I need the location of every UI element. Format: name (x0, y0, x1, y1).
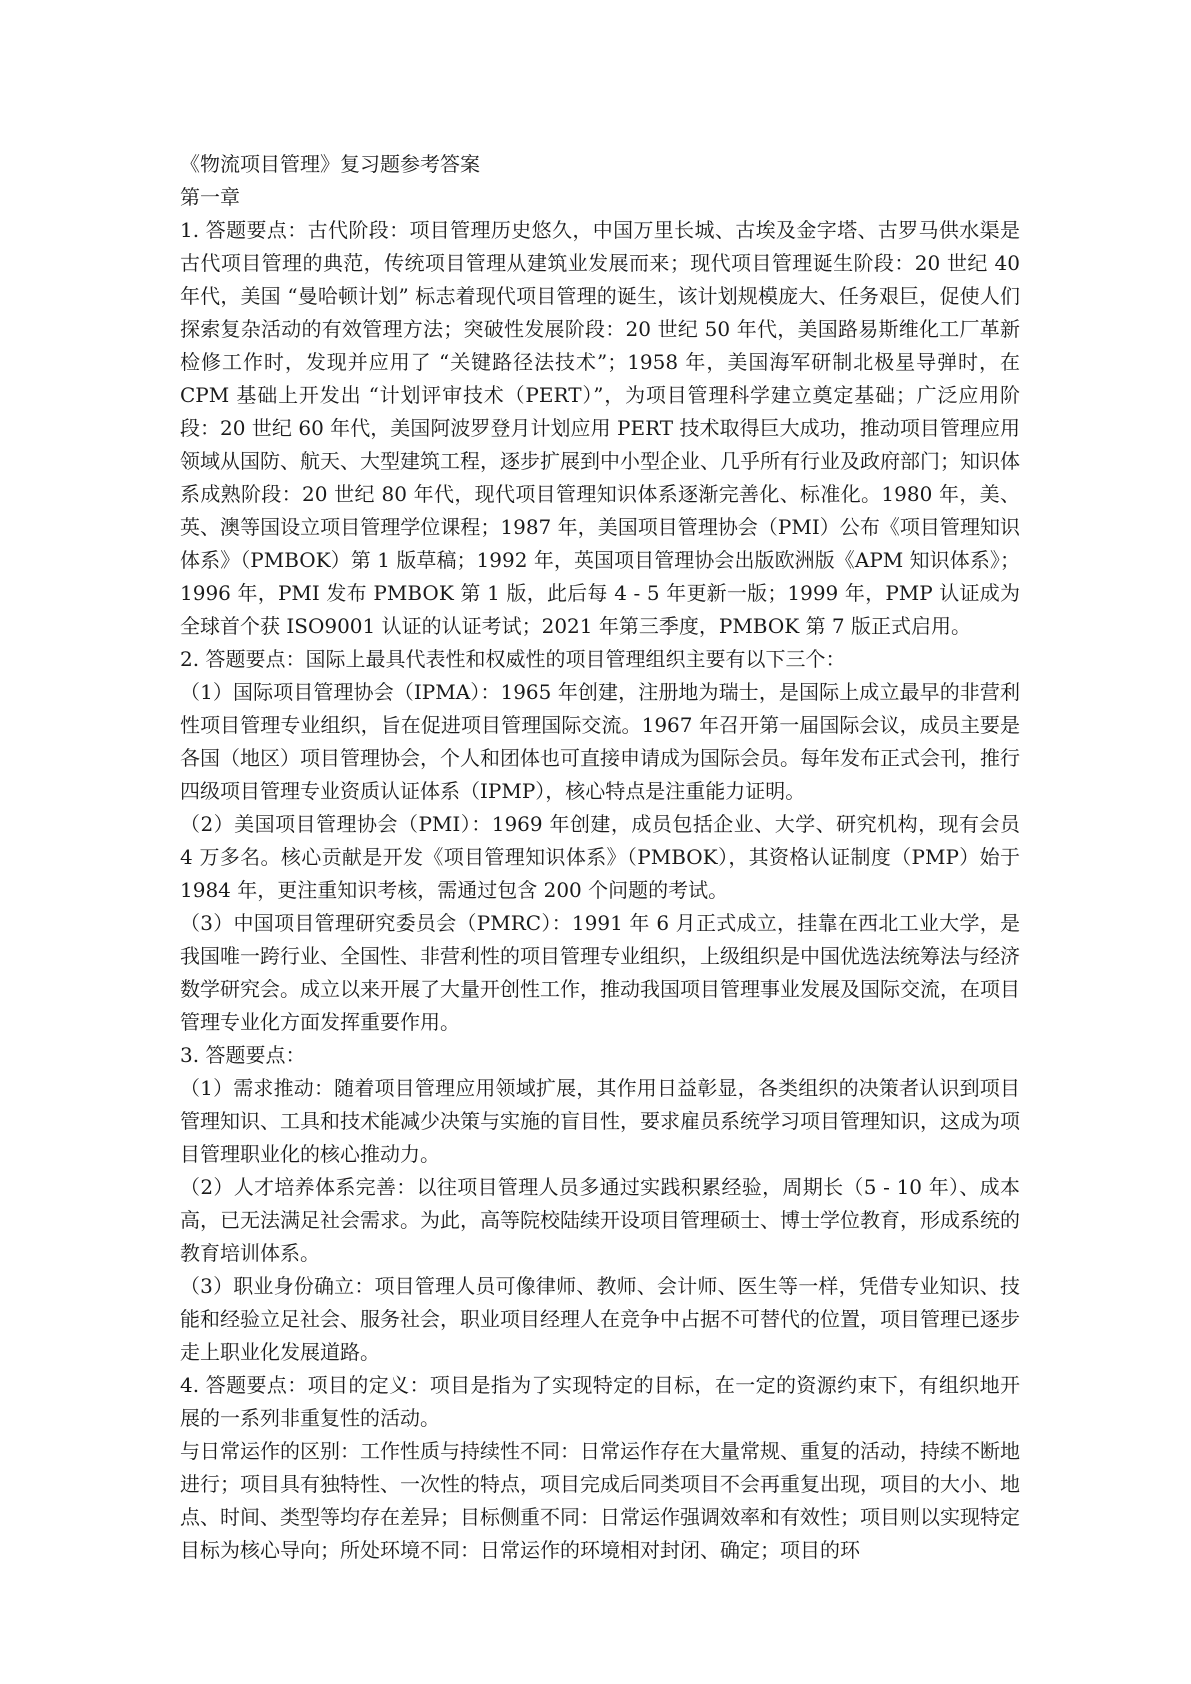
document-title: 《物流项目管理》复习题参考答案 (180, 152, 480, 176)
paragraph-answer-3-item-2: （2）人才培养体系完善：以往项目管理人员多通过实践积累经验，周期长（5 - 10 年）、成本高，已无法满足社会需求。为此，高等院校陆续开设项目管理硕士、博士学位教育，形成系统的教育培训体系。 (180, 1175, 1020, 1265)
paragraph-answer-2: 2. 答题要点：国际上最具代表性和权威性的项目管理组织主要有以下三个： (180, 647, 846, 671)
paragraph-answer-3-item-3: （3）职业身份确立：项目管理人员可像律师、教师、会计师、医生等一样，凭借专业知识、技能和经验立足社会、服务社会，职业项目经理人在竞争中占据不可替代的位置，项目管理已逐步走上职业化发展道路。 (180, 1274, 1020, 1364)
paragraph-answer-1: 1. 答题要点：古代阶段：项目管理历史悠久，中国万里长城、古埃及金字塔、古罗马供水渠是古代项目管理的典范，传统项目管理从建筑业发展而来；现代项目管理诞生阶段：20 世纪 40 年代，美国 “曼哈顿计划” 标志着现代项目管理的诞生，该计划规模庞大、任务艰巨，促使人们探索复杂活动的有效管理方法；突破性发展阶段：20 世纪 50 年代，美国路易斯维化工厂革新检修工作时，发现并应用了 “关键路径法技术”；1958 年，美国海军研制北极星导弹时，在 CPM 基础上开发出 “计划评审技术（PERT）”，为项目管理科学建立奠定基础；广泛应用阶段：20 世纪 60 年代，美国阿波罗登月计划应用 PERT 技术取得巨大成功，推动项目管理应用领域从国防、航天、大型建筑工程，逐步扩展到中小型企业、几乎所有行业及政府部门；知识体系成熟阶段：20 世纪 80 年代，现代项目管理知识体系逐渐完善化、标准化。1980 年，美、英、澳等国设立项目管理学位课程；1987 年，美国项目管理协会（PMI）公布《项目管理知识体系》（PMBOK）第 1 版草稿；1992 年，英国项目管理协会出版欧洲版《APM 知识体系》；1996 年，PMI 发布 PMBOK 第 1 版，此后每 4 - 5 年更新一版；1999 年，PMP 认证成为全球首个获 ISO9001 认证的认证考试；2021 年第三季度，PMBOK 第 7 版正式启用。 (180, 218, 1020, 638)
paragraph-answer-4-difference: 与日常运作的区别：工作性质与持续性不同：日常运作存在大量常规、重复的活动，持续不断地进行；项目具有独特性、一次性的特点，项目完成后同类项目不会再重复出现，项目的大小、地点、时间、类型等均存在差异；目标侧重不同：日常运作强调效率和有效性；项目则以实现特定目标为核心导向；所处环境不同：日常运作的环境相对封闭、确定；项目的环 (180, 1439, 1020, 1562)
paragraph-answer-3-item-1: （1）需求推动：随着项目管理应用领域扩展，其作用日益彰显，各类组织的决策者认识到项目管理知识、工具和技术能减少决策与实施的盲目性，要求雇员系统学习项目管理知识，这成为项目管理职业化的核心推动力。 (180, 1076, 1020, 1166)
paragraph-answer-3: 3. 答题要点： (180, 1043, 306, 1067)
document-body (180, 148, 1020, 1567)
chapter-heading: 第一章 (180, 185, 240, 209)
paragraph-answer-2-item-1: （1）国际项目管理协会（IPMA）：1965 年创建，注册地为瑞士，是国际上成立最早的非营利性项目管理专业组织，旨在促进项目管理国际交流。1967 年召开第一届国际会议，成员主要是各国（地区）项目管理协会，个人和团体也可直接申请成为国际会员。每年发布正式会刊，推行四级项目管理专业资质认证体系（IPMP），核心特点是注重能力证明。 (180, 680, 1020, 803)
paragraph-answer-2-item-3: （3）中国项目管理研究委员会（PMRC）：1991 年 6 月正式成立，挂靠在西北工业大学，是我国唯一跨行业、全国性、非营利性的项目管理专业组织，上级组织是中国优选法统筹法与经济数学研究会。成立以来开展了大量开创性工作，推动我国项目管理事业发展及国际交流，在项目管理专业化方面发挥重要作用。 (180, 911, 1020, 1034)
paragraph-answer-2-item-2: （2）美国项目管理协会（PMI）：1969 年创建，成员包括企业、大学、研究机构，现有会员 4 万多名。核心贡献是开发《项目管理知识体系》（PMBOK），其资格认证制度（PMP）始于 1984 年，更注重知识考核，需通过包含 200 个问题的考试。 (180, 812, 1020, 902)
paragraph-answer-4: 4. 答题要点：项目的定义：项目是指为了实现特定的目标，在一定的资源约束下，有组织地开展的一系列非重复性的活动。 (180, 1373, 1020, 1430)
